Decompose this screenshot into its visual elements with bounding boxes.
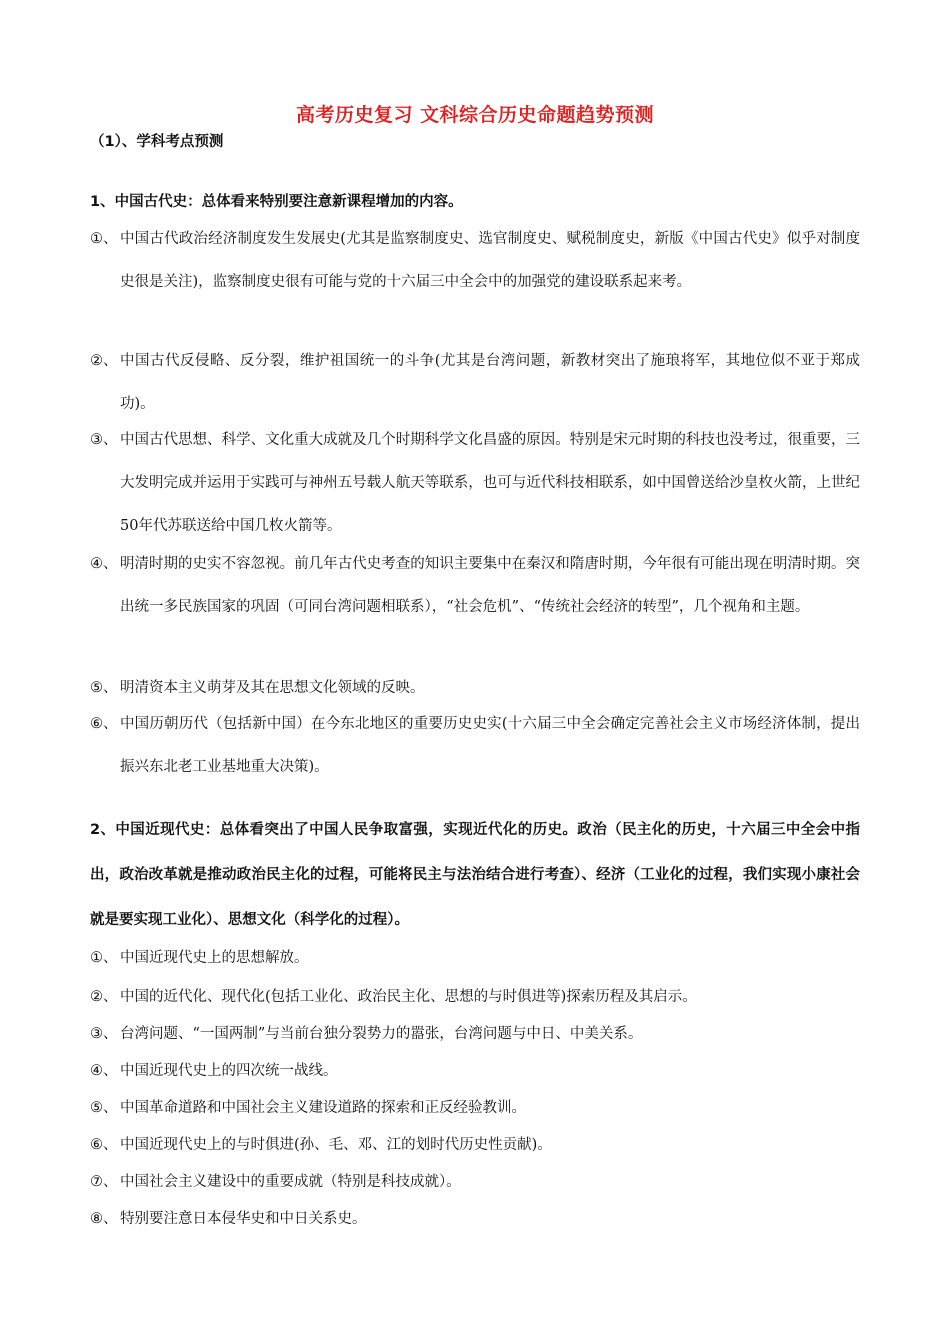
section-1-heading: 1、中国古代史：总体看来特别要注意新课程增加的内容。 (90, 194, 463, 210)
item-text: 中国近现代史上的思想解放。 (120, 950, 309, 966)
item-number: ①、 (90, 231, 118, 247)
item-text: 特别要注意日本侵华史和中日关系史。 (120, 1211, 367, 1227)
item-text: 中国的近代化、现代化(包括工业化、政治民主化、思想的与时俱进等)探索历程及其启示。 (120, 989, 697, 1005)
section-2-item (90, 1022, 642, 1043)
section-2-heading: 2、中国近现代史：总体看突出了中国人民争取富强，实现近代化的历史。政治（民主化的历史，十六届三中全会中指出，政治改革就是推动政治民主化的过程，可能将民主与法治结合进行考查）、经济（工业化的过程，我们实现小康社会就是要实现工业化）、思想文化（科学化的过程）。 (90, 822, 860, 928)
item-number: ①、 (90, 950, 118, 966)
item-text: 明清资本主义萌芽及其在思想文化领域的反映。 (120, 680, 425, 696)
item-text: 明清时期的史实不容忽视。前几年古代史考查的知识主要集中在秦汉和隋唐时期，今年很有可能出现在明清时期。突出统一多民族国家的巩固（可同台湾问题相联系），“社会危机”、“传统社会经济的转型”，几个视角和主题。 (120, 556, 860, 615)
item-text: 中国古代政治经济制度发生发展史(尤其是监察制度史、选官制度史、赋税制度史，新版《中国古代史》似乎对制度史很是关注)，监察制度史很有可能与党的十六届三中全会中的加强党的建设联系起来考。 (120, 231, 860, 290)
item-number: ③、 (90, 432, 118, 448)
section-1-item (90, 340, 860, 426)
section-1-item (90, 703, 860, 789)
item-number: ⑥、 (90, 716, 118, 732)
item-number: ⑦、 (90, 1174, 118, 1190)
item-number: ⑤、 (90, 1100, 118, 1116)
item-number: ⑧、 (90, 1211, 118, 1227)
item-text: 中国近现代史上的四次统一战线。 (120, 1063, 338, 1079)
item-number: ②、 (90, 353, 118, 369)
section-2-item (90, 1170, 461, 1191)
item-text: 中国革命道路和中国社会主义建设道路的探索和正反经验教训。 (120, 1100, 526, 1116)
section-2-item (90, 946, 309, 967)
item-text: 中国历朝历代（包括新中国）在今东北地区的重要历史史实(十六届三中全会确定完善社会主义市场经济体制，提出振兴东北老工业基地重大决策)。 (120, 716, 860, 775)
section-1-item (90, 419, 860, 548)
item-number: ⑥、 (90, 1137, 118, 1153)
item-text: 台湾问题、“一国两制”与当前台独分裂势力的嚣张，台湾问题与中日、中美关系。 (120, 1026, 643, 1042)
section-1-item (90, 543, 860, 629)
section-2-item (90, 1133, 552, 1154)
section-2-item (90, 1207, 367, 1228)
item-number: ④、 (90, 556, 118, 572)
section-2-item (90, 1096, 526, 1117)
item-number: ③、 (90, 1026, 118, 1042)
section-2-item (90, 985, 697, 1006)
item-text: 中国近现代史上的与时俱进(孙、毛、邓、江的划时代历史性贡献)。 (120, 1137, 552, 1153)
item-number: ②、 (90, 989, 118, 1005)
section-2-item (90, 1059, 338, 1080)
item-number: ⑤、 (90, 680, 118, 696)
section-1-item (90, 218, 860, 304)
item-text: 中国社会主义建设中的重要成就（特别是科技成就）。 (120, 1174, 461, 1190)
document-title: 高考历史复习 文科综合历史命题趋势预测 (295, 104, 655, 126)
item-text: 中国古代思想、科学、文化重大成就及几个时期科学文化昌盛的原因。特别是宋元时期的科技也没考过，很重要，三大发明完成并运用于实践可与神州五号载人航天等联系，也可与近代科技相联系，如中国曾送给沙皇枚火箭，上世纪50年代苏联送给中国几枚火箭等。 (120, 432, 860, 534)
subheading: （1）、学科考点预测 (90, 134, 224, 150)
item-number: ④、 (90, 1063, 118, 1079)
item-text: 中国古代反侵略、反分裂，维护祖国统一的斗争(尤其是台湾问题，新教材突出了施琅将军，其地位似不亚于郑成功)。 (120, 353, 860, 412)
